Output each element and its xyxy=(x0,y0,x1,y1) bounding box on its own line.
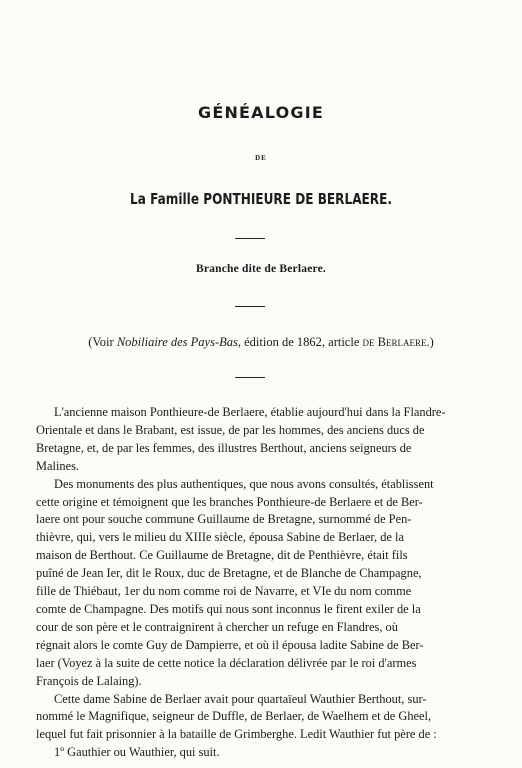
paragraph-1 xyxy=(36,404,504,476)
text-line: nommé le Magnifique, seigneur de Duffle, de Berlaer, de Waelhem et de Gheel, xyxy=(36,709,432,724)
text-line: régnait alors le comte Guy de Dampierre, et où il épousa ladite Sabine de Ber- xyxy=(36,637,424,652)
text-line: cette origine et témoignent que les branches Ponthieure-de Berlaere et de Ber- xyxy=(36,494,423,509)
reference-end: .) xyxy=(426,335,434,349)
text-line: fille de Thiébaut, 1er du nom comme roi de Navarre, et VIe du nom comme xyxy=(36,584,412,599)
text-line: Orientale et dans le Brabant, est issue, de par les hommes, des anciens ducs de xyxy=(36,422,425,437)
text-line: Malines. xyxy=(36,458,80,473)
reference-prefix: (Voir xyxy=(88,335,117,349)
reference-title: Nobiliaire des Pays-Bas, xyxy=(116,335,241,349)
reference-line xyxy=(0,335,522,350)
separator-rule-3 xyxy=(235,377,265,378)
text-line: lequel fut fait prisonnier à la bataille de Grimberghe. Ledit Wauthier fut père de : xyxy=(36,727,437,742)
text-line: François de Lalaing). xyxy=(36,673,142,688)
separator-rule-1 xyxy=(235,238,265,239)
separator-rule-2 xyxy=(235,306,265,307)
page-title: GÉNÉALOGIE xyxy=(197,103,324,122)
text-line: Des monuments des plus authentiques, que nous avons consultés, établissent xyxy=(54,476,434,491)
text-line: puîné de Jean Ier, dit le Roux, duc de Bretagne, et de Blanche de Champagne, xyxy=(36,566,422,581)
text-line: cour de son père et le contraignirent à chercher un refuge en Flandres, où xyxy=(36,619,398,634)
text-line: laere ont pour souche commune Guillaume de Bretagne, surnommé de Pen- xyxy=(36,512,412,527)
text-line: Bretagne, et, de par les femmes, des illustres Berthout, anciens seigneurs de xyxy=(36,440,412,455)
text-line: comte de Champagne. Des motifs qui nous sont inconnus le firent exiler de la xyxy=(36,601,421,616)
branch-heading: Branche dite de Berlaere. xyxy=(196,263,326,275)
paragraph-2 xyxy=(36,476,504,691)
text-line: thièvre, qui, vers le milieu du XIIIe siècle, épousa Sabine de Berlaer, de la xyxy=(36,530,404,545)
reference-article: de Berlaere xyxy=(362,335,427,349)
reference-middle: édition de 1862, article xyxy=(241,335,363,349)
title-connector: DE xyxy=(255,154,267,162)
family-name-heading: La Famille PONTHIEURE DE BERLAERE. xyxy=(130,190,392,208)
body-text xyxy=(36,404,504,762)
paragraph-3 xyxy=(36,691,504,763)
text-line: maison de Berthout. Ce Guillaume de Bretagne, dit de Penthièvre, était fils xyxy=(36,548,408,563)
text-line: laer (Voyez à la suite de cette notice la déclaration délivrée par le roi d'armes xyxy=(36,655,417,670)
text-line: Cette dame Sabine de Berlaer avait pour quartaïeul Wauthier Berthout, sur- xyxy=(54,691,427,706)
text-line: 1º Gauthier ou Wauthier, qui suit. xyxy=(54,745,220,760)
text-line: L'ancienne maison Ponthieure-de Berlaere, établie aujourd'hui dans la Flandre- xyxy=(54,405,446,419)
